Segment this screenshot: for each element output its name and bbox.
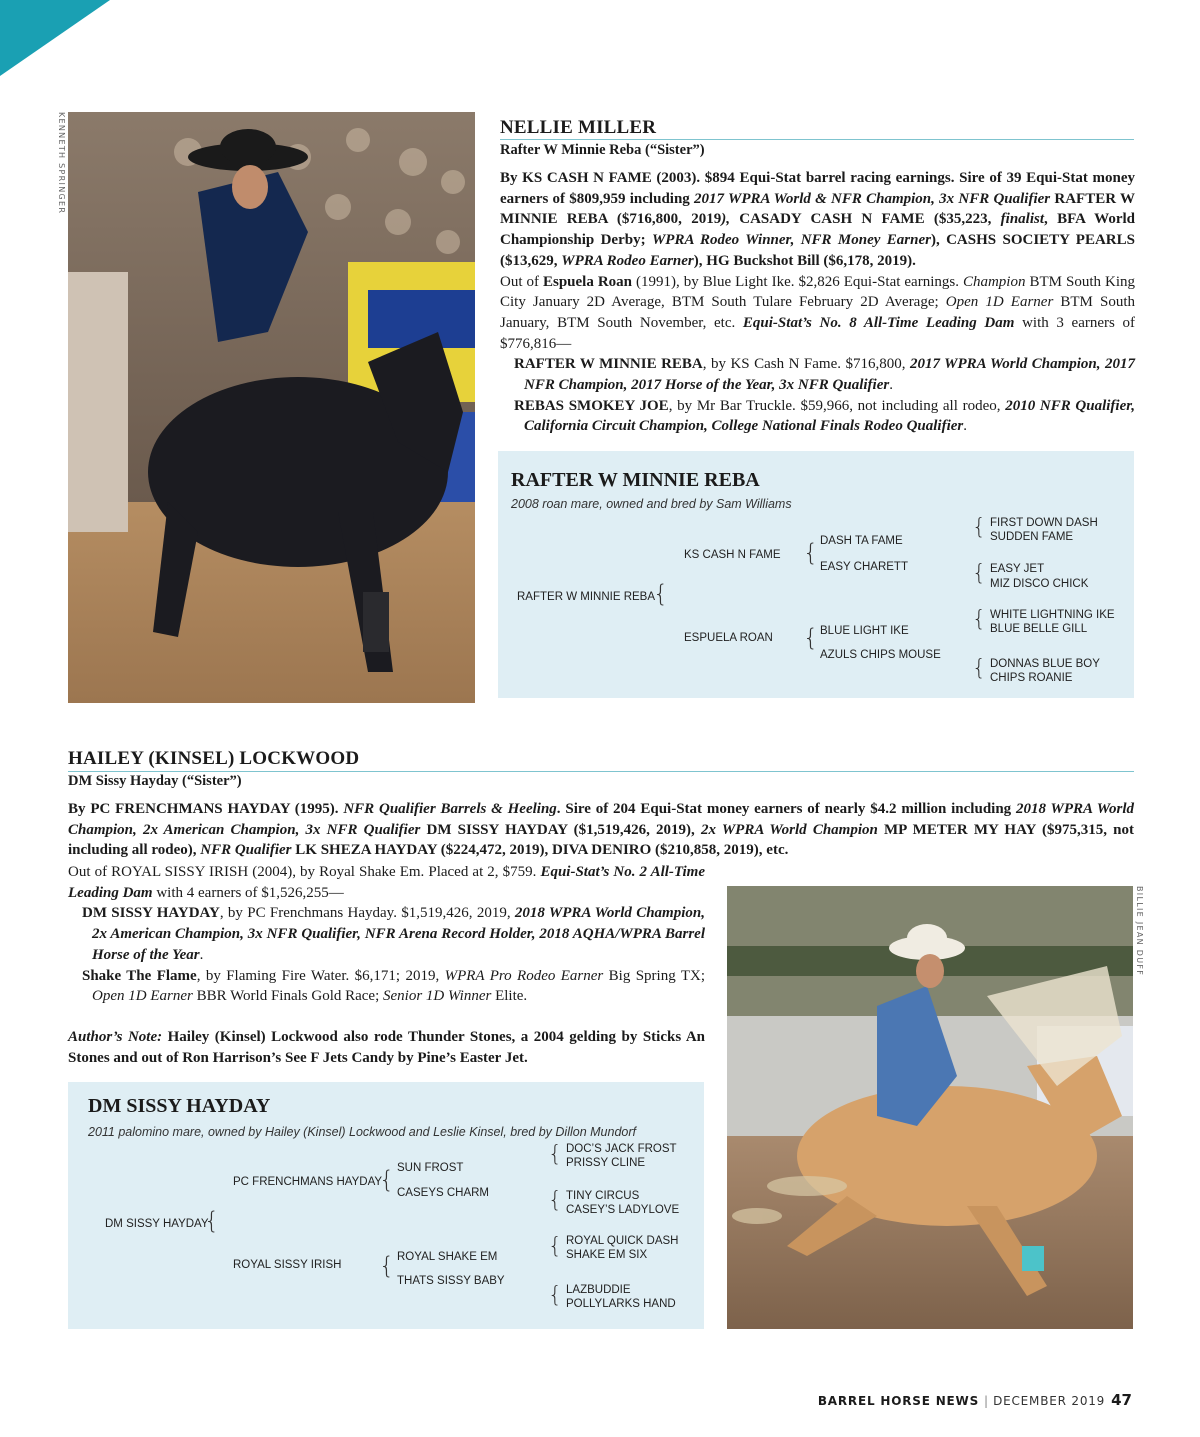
pedigree-gen3: FIRST DOWN DASH: [990, 517, 1098, 529]
brace: {: [379, 1252, 395, 1280]
pedigree-gen3: EASY JET: [990, 563, 1045, 575]
pedigree-gen3: CHIPS ROANIE: [990, 672, 1073, 684]
hailey-lockwood-article-text-top: By PC FRENCHMANS HAYDAY (1995). NFR Qualifier Barrels & Heeling. Sire of 204 Equi-Stat money earners of nearly $4.2 million including 2018 WPRA World Champion, 2x American Champion, 3x NFR Qualifier DM SISSY HAYDAY ($1,519,426, 2019), 2x WPRA World Champion MP METER MY HAY ($975,315, not including all rodeo), NFR Qualifier LK SHEZA HAYDAY ($224,472, 2019), DIVA DENIRO ($210,858, 2019), etc.: [68, 801, 1134, 859]
photo-black-horse: [68, 112, 475, 703]
pedigree-gen3: TINY CIRCUS: [566, 1190, 640, 1202]
pedigree-gen3: LAZBUDDIE: [566, 1284, 631, 1296]
page-number: 47: [1111, 1391, 1132, 1409]
pedigree-gen3: ROYAL QUICK DASH: [566, 1235, 679, 1247]
pedigree-title: DM SISSY HAYDAY: [88, 1095, 271, 1117]
pedigree-sire-sire: DASH TA FAME: [820, 535, 903, 547]
pedigree-box-dm-sissy-hayday: [68, 1082, 704, 1329]
nellie-miller-article-text: By KS CASH N FAME (2003). $894 Equi-Stat barrel racing earnings. Sire of 39 Equi-Stat money earners of $809,959 including 2017 WPRA World & NFR Champion, 3x NFR Qualifier RAFTER W MINNIE REBA ($716,800, 2019), CASADY CASH N FAME ($35,223, finalist, BFA World Championship Derby; WPRA Rodeo Winner, NFR Money Earner), CASHS SOCIETY PEARLS ($13,629, WPRA Rodeo Earner), HG Buckshot Bill ($6,178, 2019). Out of Espuela Roan (1991), by Blue Light Ike. $2,826 Equi-Stat earnings. Champion BTM South King City January 2D Average, BTM South Tulare February 2D Average; Open 1D Earner BTM South January, BTM South November, etc. Equi-Stat’s No. 8 All-Time Leading Dam with 3 earners of $776,816— RAFTER W MINNIE REBA, by KS Cash N Fame. $716,800, 2017 WPRA World Champion, 2017 NFR Champion, 2017 Horse of the Year, 3x NFR Qualifier. REBAS SMOKEY JOE, by Mr Bar Truckle. $59,966, not including all rodeo, 2010 NFR Qualifier, California Circuit Champion, College National Finals Rodeo Qualifier.: [500, 170, 1136, 435]
brace: {: [803, 539, 819, 567]
brace: {: [548, 1234, 562, 1259]
brace: {: [379, 1166, 395, 1194]
photo-palomino-horse: [727, 886, 1133, 1329]
section-title-nellie-miller: NELLIE MILLER: [500, 117, 657, 138]
pedigree-gen3: POLLYLARKS HAND: [566, 1298, 676, 1310]
pedigree-sire-sire: SUN FROST: [397, 1162, 464, 1174]
section-title-hailey-lockwood: HAILEY (KINSEL) LOCKWOOD: [68, 748, 360, 769]
brace: {: [548, 1283, 562, 1308]
brace: {: [204, 1207, 220, 1235]
pedigree-subtitle: 2008 roan mare, owned and bred by Sam Williams: [511, 497, 792, 511]
brace: {: [972, 561, 986, 586]
pedigree-gen3: DOC’S JACK FROST: [566, 1143, 677, 1155]
photo-credit-2: BILLIE JEAN DUFF: [1135, 886, 1144, 977]
brace: {: [972, 515, 986, 540]
brace: {: [548, 1142, 562, 1167]
pedigree-sire: KS CASH N FAME: [684, 549, 781, 561]
issue-date: DECEMBER 2019: [993, 1394, 1106, 1408]
brace: {: [548, 1188, 562, 1213]
pedigree-gen3: WHITE LIGHTNING IKE: [990, 609, 1115, 621]
pedigree-gen3: SHAKE EM SIX: [566, 1249, 648, 1261]
pedigree-horse: DM SISSY HAYDAY: [105, 1218, 209, 1230]
brace: {: [653, 580, 669, 608]
pedigree-dam-sire: BLUE LIGHT IKE: [820, 625, 909, 637]
pedigree-gen3: SUDDEN FAME: [990, 531, 1074, 543]
pedigree-sire-dam: EASY CHARETT: [820, 561, 908, 573]
pedigree-gen3: BLUE BELLE GILL: [990, 623, 1088, 635]
pedigree-box-rafter-w-minnie-reba: [498, 451, 1134, 698]
pedigree-subtitle: 2011 palomino mare, owned by Hailey (Kinsel) Lockwood and Leslie Kinsel, bred by Dillon Mundorf: [88, 1125, 636, 1139]
pedigree-sire: PC FRENCHMANS HAYDAY: [233, 1176, 383, 1188]
pedigree-dam-dam: AZULS CHIPS MOUSE: [820, 649, 941, 661]
section-subtitle: Rafter W Minnie Reba (“Sister”): [500, 142, 705, 158]
corner-accent: [0, 0, 110, 76]
pedigree-title: RAFTER W MINNIE REBA: [511, 469, 760, 491]
title-rule: [500, 139, 1134, 140]
photo-credit-1: KENNETH SPRINGER: [57, 112, 66, 215]
brace: {: [803, 624, 819, 652]
footer-separator: |: [984, 1394, 989, 1408]
title-rule: [68, 771, 1134, 772]
pedigree-dam: ROYAL SISSY IRISH: [233, 1259, 342, 1271]
pedigree-dam-dam: THATS SISSY BABY: [397, 1275, 505, 1287]
rodeo-photo-black-horse: [68, 112, 475, 703]
pedigree-dam-sire: ROYAL SHAKE EM: [397, 1251, 498, 1263]
rodeo-photo-palomino-horse: [727, 886, 1133, 1329]
hailey-lockwood-article-text-bottom: Out of ROYAL SISSY IRISH (2004), by Royal Shake Em. Placed at 2, $759. Equi-Stat’s No. 2 All-Time Leading Dam with 4 earners of $1,526,255— DM SISSY HAYDAY, by PC Frenchmans Hayday. $1,519,426, 2019, 2018 WPRA World Champion, 2x American Champion, 3x NFR Qualifier, NFR Arena Record Holder, 2018 AQHA/WPRA Barrel Horse of the Year. Shake The Flame, by Flaming Fire Water. $6,171; 2019, WPRA Pro Rodeo Earner Big Spring TX; Open 1D Earner BBR World Finals Gold Race; Senior 1D Winner Elite. Author’s Note: Hailey (Kinsel) Lockwood also rode Thunder Stones, a 2004 gelding by Sticks An Stones and out of Ron Harrison’s See F Jets Candy by Pine’s Easter Jet.: [68, 864, 706, 1066]
brace: {: [972, 656, 986, 681]
brace: {: [972, 607, 986, 632]
publication-name: BARREL HORSE NEWS: [817, 1394, 980, 1408]
pedigree-sire-dam: CASEYS CHARM: [397, 1187, 490, 1199]
pedigree-gen3: DONNAS BLUE BOY: [990, 658, 1100, 670]
pedigree-dam: ESPUELA ROAN: [684, 632, 773, 644]
page-footer: [818, 1391, 1132, 1409]
pedigree-horse: RAFTER W MINNIE REBA: [517, 591, 656, 603]
pedigree-gen3: CASEY’S LADYLOVE: [566, 1204, 680, 1216]
pedigree-gen3: MIZ DISCO CHICK: [990, 578, 1089, 590]
pedigree-gen3: PRISSY CLINE: [566, 1157, 646, 1169]
section-subtitle: DM Sissy Hayday (“Sister”): [68, 773, 242, 789]
